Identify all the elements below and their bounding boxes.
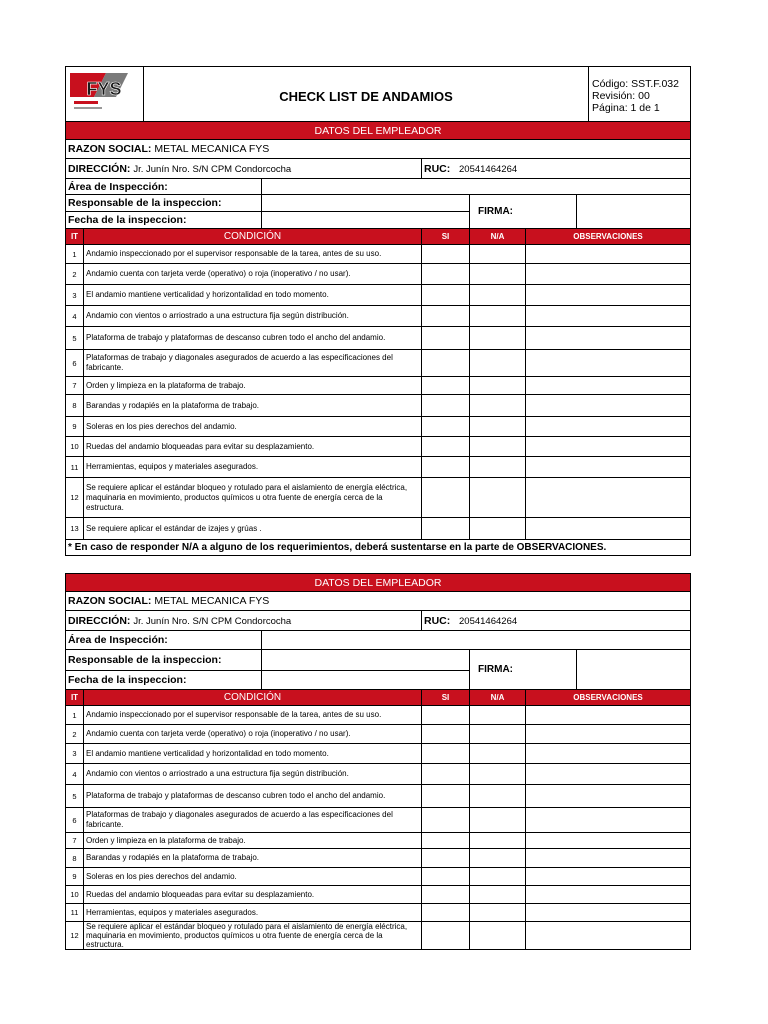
form-header (65, 66, 691, 126)
item-number: 11 (66, 457, 84, 478)
item-number: 3 (66, 744, 84, 764)
ruc-value: 20541464264 (459, 163, 518, 175)
item-number: 1 (66, 706, 84, 725)
si-cell[interactable] (422, 264, 470, 285)
checklist-row (66, 350, 691, 377)
si-cell[interactable] (422, 744, 470, 764)
na-cell[interactable] (470, 327, 526, 350)
checklist-row (66, 785, 691, 808)
si-cell[interactable] (422, 725, 470, 744)
item-number: 8 (66, 395, 84, 417)
checklist-row (66, 457, 691, 478)
na-cell[interactable] (470, 245, 526, 264)
observaciones-cell[interactable] (526, 478, 691, 518)
na-cell[interactable] (470, 904, 526, 922)
item-number: 6 (66, 808, 84, 833)
fecha-field[interactable] (262, 671, 470, 690)
item-number: 12 (66, 922, 84, 950)
observaciones-cell[interactable] (526, 833, 691, 849)
ruc-row: RUC: 20541464264 (422, 611, 691, 631)
checklist-row (66, 478, 691, 518)
observaciones-cell[interactable] (526, 785, 691, 808)
si-cell[interactable] (422, 245, 470, 264)
checklist-row (66, 849, 691, 868)
si-cell[interactable] (422, 868, 470, 886)
item-condition: Ruedas del andamio bloqueadas para evitar su desplazamiento. (84, 437, 422, 457)
si-cell[interactable] (422, 457, 470, 478)
na-cell[interactable] (470, 725, 526, 744)
observaciones-cell[interactable] (526, 808, 691, 833)
column-header-row (66, 229, 691, 245)
ruc-row: RUC: 20541464264 (422, 159, 691, 179)
checklist-row (66, 306, 691, 327)
item-condition: Andamio cuenta con tarjeta verde (operativo) o roja (inoperativo / no usar). (84, 725, 422, 744)
item-number: 5 (66, 785, 84, 808)
checklist-row (66, 285, 691, 306)
item-number: 7 (66, 377, 84, 395)
col-si: SI (422, 229, 470, 245)
responsable-label: Responsable de la inspeccion: (66, 195, 262, 212)
checklist-row (66, 395, 691, 417)
observaciones-cell[interactable] (526, 417, 691, 437)
observaciones-cell[interactable] (526, 868, 691, 886)
razon-social-value: METAL MECANICA FYS (154, 595, 270, 607)
checklist-row (66, 377, 691, 395)
col-na: N/A (470, 229, 526, 245)
item-condition: Orden y limpieza en la plataforma de trabajo. (84, 833, 422, 849)
col-observaciones: OBSERVACIONES (526, 690, 691, 706)
area-label: Área de Inspección: (66, 631, 262, 650)
razon-social-row: RAZON SOCIAL: METAL MECANICA FYS (66, 140, 691, 159)
si-cell[interactable] (422, 350, 470, 377)
item-number: 8 (66, 849, 84, 868)
si-cell[interactable] (422, 849, 470, 868)
col-condicion: CONDICIÓN (84, 229, 422, 245)
item-condition: El andamio mantiene verticalidad y horizontalidad en todo momento. (84, 285, 422, 306)
col-si: SI (422, 690, 470, 706)
na-cell[interactable] (470, 395, 526, 417)
item-number: 2 (66, 264, 84, 285)
si-cell[interactable] (422, 417, 470, 437)
checklist-row (66, 417, 691, 437)
item-number: 3 (66, 285, 84, 306)
item-condition: Herramientas, equipos y materiales asegurados. (84, 457, 422, 478)
company-logo (66, 67, 144, 126)
fys-logo-icon (66, 67, 142, 120)
area-field[interactable] (262, 179, 691, 195)
item-condition: Se requiere aplicar el estándar bloqueo y rotulado para el aislamiento de energía eléctrica, maquinaria en movimiento, productos químicos u otra fuente de energía cerca de la estructura. (84, 922, 422, 950)
na-cell[interactable] (470, 808, 526, 833)
checklist-row (66, 886, 691, 904)
checklist-row (66, 808, 691, 833)
item-number: 9 (66, 868, 84, 886)
checklist-row (66, 706, 691, 725)
razon-social-value: METAL MECANICA FYS (154, 143, 270, 155)
item-number: 7 (66, 833, 84, 849)
na-cell[interactable] (470, 350, 526, 377)
item-number: 2 (66, 725, 84, 744)
na-cell[interactable] (470, 868, 526, 886)
checklist-row (66, 904, 691, 922)
checklist-row (66, 518, 691, 540)
item-condition: Plataformas de trabajo y diagonales asegurados de acuerdo a las especificaciones del fabricante. (84, 350, 422, 377)
observaciones-cell[interactable] (526, 395, 691, 417)
observaciones-cell[interactable] (526, 849, 691, 868)
checklist-row (66, 327, 691, 350)
na-cell[interactable] (470, 306, 526, 327)
responsable-label: Responsable de la inspeccion: (66, 650, 262, 671)
responsable-field[interactable] (262, 195, 470, 212)
observaciones-cell[interactable] (526, 744, 691, 764)
na-cell[interactable] (470, 518, 526, 540)
observaciones-cell[interactable] (526, 922, 691, 950)
checklist-row (66, 764, 691, 785)
na-footnote: * En caso de responder N/A a alguno de los requerimientos, deberá sustentarse en la parte de OBSERVACIONES. (66, 540, 691, 556)
checklist-row (66, 744, 691, 764)
col-it: IT (66, 229, 84, 245)
section-band-title: DATOS DEL EMPLEADOR (66, 122, 691, 140)
observaciones-cell[interactable] (526, 306, 691, 327)
checklist-row (66, 922, 691, 950)
observaciones-cell[interactable] (526, 437, 691, 457)
direccion-row: DIRECCIÓN: Jr. Junín Nro. S/N CPM Condorcocha (66, 611, 422, 631)
item-condition: Soleras en los pies derechos del andamio. (84, 417, 422, 437)
observaciones-cell[interactable] (526, 457, 691, 478)
direccion-value: Jr. Junín Nro. S/N CPM Condorcocha (133, 615, 292, 627)
item-number: 6 (66, 350, 84, 377)
column-header-row (66, 690, 691, 706)
item-condition: Plataformas de trabajo y diagonales asegurados de acuerdo a las especificaciones del fabricante. (84, 808, 422, 833)
si-cell[interactable] (422, 478, 470, 518)
na-cell[interactable] (470, 833, 526, 849)
fecha-label: Fecha de la inspeccion: (66, 671, 262, 690)
observaciones-cell[interactable] (526, 350, 691, 377)
checklist-row (66, 868, 691, 886)
firma-label: FIRMA: (470, 195, 577, 229)
item-condition: Plataforma de trabajo y plataformas de descanso cubren todo el ancho del andamio. (84, 327, 422, 350)
checklist-row (66, 245, 691, 264)
responsable-field[interactable] (262, 650, 470, 671)
observaciones-cell[interactable] (526, 764, 691, 785)
area-field[interactable] (262, 631, 691, 650)
item-condition: Soleras en los pies derechos del andamio. (84, 868, 422, 886)
ruc-value: 20541464264 (459, 615, 518, 627)
employer-section-2 (65, 573, 691, 950)
checklist-body-2 (66, 706, 691, 950)
observaciones-cell[interactable] (526, 706, 691, 725)
na-cell[interactable] (470, 264, 526, 285)
item-condition: Se requiere aplicar el estándar bloqueo y rotulado para el aislamiento de energía eléctrica, maquinaria en movimiento, productos químicos u otra fuente de energía cerca de la estructura. (84, 478, 422, 518)
na-cell[interactable] (470, 785, 526, 808)
observaciones-cell[interactable] (526, 327, 691, 350)
na-cell[interactable] (470, 764, 526, 785)
item-condition: Orden y limpieza en la plataforma de trabajo. (84, 377, 422, 395)
item-condition: Plataforma de trabajo y plataformas de descanso cubren todo el ancho del andamio. (84, 785, 422, 808)
col-observaciones: OBSERVACIONES (526, 229, 691, 245)
item-condition: Andamio con vientos o arriostrado a una estructura fija según distribución. (84, 764, 422, 785)
observaciones-cell[interactable] (526, 245, 691, 264)
checklist-body-1 (66, 245, 691, 540)
item-number: 1 (66, 245, 84, 264)
observaciones-cell[interactable] (526, 518, 691, 540)
observaciones-cell[interactable] (526, 264, 691, 285)
si-cell[interactable] (422, 764, 470, 785)
item-condition: Andamio inspeccionado por el supervisor responsable de la tarea, antes de su uso. (84, 245, 422, 264)
checklist-row (66, 437, 691, 457)
firma-label: FIRMA: (470, 650, 577, 690)
document-code-block (589, 67, 691, 126)
na-cell[interactable] (470, 706, 526, 725)
item-number: 4 (66, 306, 84, 327)
si-cell[interactable] (422, 285, 470, 306)
observaciones-cell[interactable] (526, 725, 691, 744)
item-number: 9 (66, 417, 84, 437)
observaciones-cell[interactable] (526, 904, 691, 922)
area-label: Área de Inspección: (66, 179, 262, 195)
item-number: 13 (66, 518, 84, 540)
revision-text: Revisión: 00 (592, 90, 650, 102)
observaciones-cell[interactable] (526, 886, 691, 904)
item-condition: Andamio inspeccionado por el supervisor responsable de la tarea, antes de su uso. (84, 706, 422, 725)
item-number: 4 (66, 764, 84, 785)
checklist-row (66, 833, 691, 849)
item-condition: El andamio mantiene verticalidad y horizontalidad en todo momento. (84, 744, 422, 764)
na-cell[interactable] (470, 377, 526, 395)
item-condition: Se requiere aplicar el estándar de izajes y grúas . (84, 518, 422, 540)
item-condition: Herramientas, equipos y materiales asegurados. (84, 904, 422, 922)
col-condicion: CONDICIÓN (84, 690, 422, 706)
pagina-text: Página: 1 de 1 (592, 102, 660, 114)
na-cell[interactable] (470, 886, 526, 904)
si-cell[interactable] (422, 437, 470, 457)
si-cell[interactable] (422, 808, 470, 833)
page-title: CHECK LIST DE ANDAMIOS (144, 67, 589, 126)
item-condition: Ruedas del andamio bloqueadas para evitar su desplazamiento. (84, 886, 422, 904)
item-condition: Andamio con vientos o arriostrado a una estructura fija según distribución. (84, 306, 422, 327)
observaciones-cell[interactable] (526, 285, 691, 306)
item-number: 10 (66, 886, 84, 904)
checklist-row (66, 725, 691, 744)
si-cell[interactable] (422, 377, 470, 395)
fecha-field[interactable] (262, 212, 470, 229)
na-cell[interactable] (470, 922, 526, 950)
firma-field[interactable] (577, 650, 691, 690)
na-cell[interactable] (470, 478, 526, 518)
si-cell[interactable] (422, 904, 470, 922)
si-cell[interactable] (422, 395, 470, 417)
na-cell[interactable] (470, 849, 526, 868)
si-cell[interactable] (422, 306, 470, 327)
si-cell[interactable] (422, 785, 470, 808)
si-cell[interactable] (422, 833, 470, 849)
col-it: IT (66, 690, 84, 706)
razon-social-row: RAZON SOCIAL: METAL MECANICA FYS (66, 592, 691, 611)
na-cell[interactable] (470, 744, 526, 764)
firma-field[interactable] (577, 195, 691, 229)
item-number: 10 (66, 437, 84, 457)
direccion-value: Jr. Junín Nro. S/N CPM Condorcocha (133, 163, 292, 175)
fecha-label: Fecha de la inspeccion: (66, 212, 262, 229)
section-band-title: DATOS DEL EMPLEADOR (66, 574, 691, 592)
si-cell[interactable] (422, 518, 470, 540)
codigo-text: Código: SST.F.032 (592, 78, 679, 90)
direccion-row: DIRECCIÓN: Jr. Junín Nro. S/N CPM Condorcocha (66, 159, 422, 179)
si-cell[interactable] (422, 886, 470, 904)
na-cell[interactable] (470, 457, 526, 478)
na-cell[interactable] (470, 417, 526, 437)
item-number: 5 (66, 327, 84, 350)
si-cell[interactable] (422, 922, 470, 950)
col-na: N/A (470, 690, 526, 706)
na-cell[interactable] (470, 437, 526, 457)
item-number: 12 (66, 478, 84, 518)
si-cell[interactable] (422, 706, 470, 725)
item-condition: Barandas y rodapiés en la plataforma de trabajo. (84, 849, 422, 868)
item-number: 11 (66, 904, 84, 922)
checklist-row (66, 264, 691, 285)
na-cell[interactable] (470, 285, 526, 306)
item-condition: Andamio cuenta con tarjeta verde (operativo) o roja (inoperativo / no usar). (84, 264, 422, 285)
employer-section-1 (65, 121, 691, 556)
observaciones-cell[interactable] (526, 377, 691, 395)
svg-text:FYS: FYS (86, 79, 122, 99)
item-condition: Barandas y rodapiés en la plataforma de trabajo. (84, 395, 422, 417)
si-cell[interactable] (422, 327, 470, 350)
